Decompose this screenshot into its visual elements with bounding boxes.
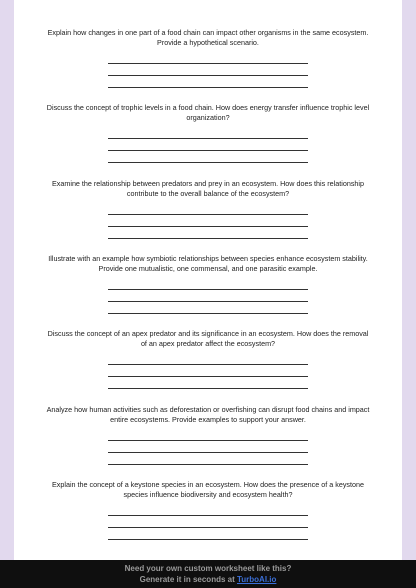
footer-line-2 <box>0 574 416 585</box>
answer-line[interactable] <box>108 528 308 540</box>
answer-line[interactable] <box>108 302 308 314</box>
answer-lines <box>14 429 402 465</box>
answer-line[interactable] <box>108 504 308 516</box>
answer-line[interactable] <box>108 441 308 453</box>
answer-line[interactable] <box>108 127 308 139</box>
promo-footer <box>0 560 416 588</box>
question-text: Explain the concept of a keystone species in an ecosystem. How does the presence of a keystone species influence biodiversity and ecosystem health? <box>51 480 365 499</box>
answer-line[interactable] <box>108 365 308 377</box>
question-text: Discuss the concept of an apex predator and its significance in an ecosystem. How does the removal of an apex predator affect the ecosystem? <box>47 329 369 348</box>
answer-lines <box>14 353 402 389</box>
question-text: Explain how changes in one part of a food chain can impact other organisms in the same ecosystem. Provide a hypothetical scenario. <box>47 28 369 47</box>
answer-line[interactable] <box>108 52 308 64</box>
answer-line[interactable] <box>108 76 308 88</box>
question-1 <box>14 28 402 88</box>
answer-line[interactable] <box>108 453 308 465</box>
question-2 <box>14 103 402 163</box>
answer-line[interactable] <box>108 151 308 163</box>
answer-line[interactable] <box>108 516 308 528</box>
question-text: Discuss the concept of trophic levels in a food chain. How does energy transfer influence trophic level organization? <box>46 103 370 122</box>
answer-line[interactable] <box>108 290 308 302</box>
answer-line[interactable] <box>108 215 308 227</box>
answer-lines <box>14 278 402 314</box>
answer-line[interactable] <box>108 429 308 441</box>
answer-line[interactable] <box>108 203 308 215</box>
question-5 <box>14 329 402 389</box>
question-3 <box>14 179 402 239</box>
answer-line[interactable] <box>108 64 308 76</box>
question-text: Illustrate with an example how symbiotic relationships between species enhance ecosystem stability. Provide one mutualistic, one commensal, and one parasitic example. <box>48 254 368 273</box>
footer-line-1: Need your own custom worksheet like this? <box>124 564 292 573</box>
question-text: Examine the relationship between predators and prey in an ecosystem. How does this relationship contribute to the overall balance of the ecosystem? <box>51 179 365 198</box>
question-text: Analyze how human activities such as deforestation or overfishing can disrupt food chains and impact entire ecosystems. Provide examples to support your answer. <box>46 405 370 424</box>
answer-line[interactable] <box>108 377 308 389</box>
answer-lines <box>14 504 402 540</box>
answer-line[interactable] <box>108 227 308 239</box>
worksheet-page <box>14 0 402 560</box>
question-6 <box>14 405 402 465</box>
answer-line[interactable] <box>108 278 308 290</box>
question-4 <box>14 254 402 314</box>
turboai-link[interactable]: TurboAI.io <box>236 575 277 584</box>
answer-lines <box>14 203 402 239</box>
answer-lines <box>14 127 402 163</box>
answer-line[interactable] <box>108 139 308 151</box>
question-7 <box>14 480 402 540</box>
footer-line-2-prefix: Generate it in seconds at <box>139 575 237 584</box>
answer-lines <box>14 52 402 88</box>
answer-line[interactable] <box>108 353 308 365</box>
